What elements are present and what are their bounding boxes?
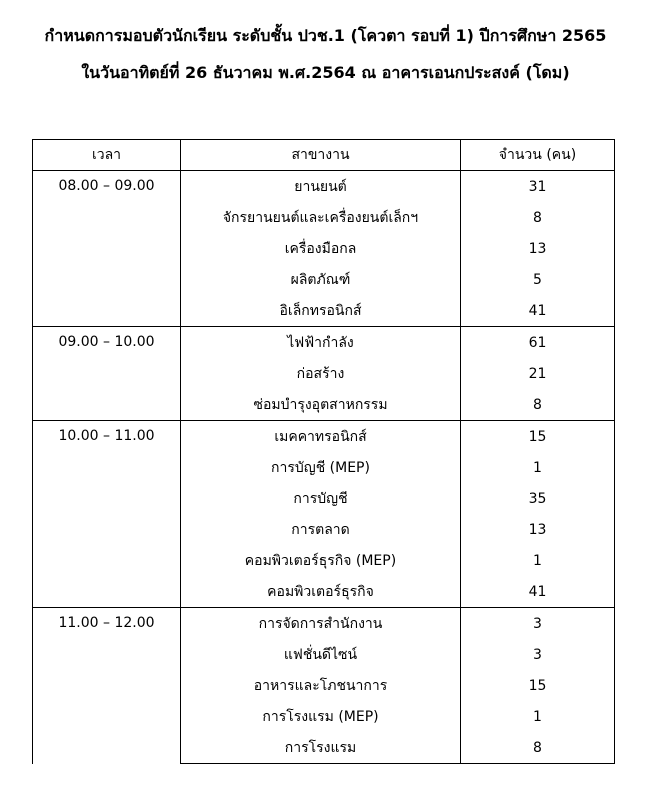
count-cell: 5 <box>461 264 615 295</box>
time-slot-cell: 08.00 – 09.00 <box>33 171 181 327</box>
document-title-line1: กำหนดการมอบตัวนักเรียน ระดับชั้น ปวช.1 (โควตา รอบที่ 1) ปีการศึกษา 2565 <box>44 26 607 45</box>
time-slot-cell: 09.00 – 10.00 <box>33 327 181 421</box>
count-cell: 15 <box>461 421 615 453</box>
department-cell: อาหารและโภชนาการ <box>181 670 461 701</box>
department-cell: เครื่องมือกล <box>181 233 461 264</box>
department-cell: ไฟฟ้ากำลัง <box>181 327 461 359</box>
count-cell: 15 <box>461 670 615 701</box>
department-cell: คอมพิวเตอร์ธุรกิจ (MEP) <box>181 545 461 576</box>
count-cell: 61 <box>461 327 615 359</box>
count-cell: 13 <box>461 514 615 545</box>
department-cell: การโรงแรม <box>181 732 461 764</box>
department-cell: ซ่อมบำรุงอุตสาหกรรม <box>181 389 461 421</box>
department-cell: อิเล็กทรอนิกส์ <box>181 295 461 327</box>
count-cell: 8 <box>461 389 615 421</box>
schedule-table <box>32 139 615 764</box>
header-department: สาขางาน <box>181 140 461 171</box>
department-cell: การโรงแรม (MEP) <box>181 701 461 732</box>
count-cell: 35 <box>461 483 615 514</box>
table-header-row <box>33 140 615 171</box>
count-cell: 8 <box>461 732 615 764</box>
count-cell: 13 <box>461 233 615 264</box>
department-cell: ยานยนต์ <box>181 171 461 203</box>
count-cell: 8 <box>461 202 615 233</box>
count-cell: 3 <box>461 608 615 640</box>
count-cell: 41 <box>461 576 615 608</box>
count-cell: 1 <box>461 452 615 483</box>
count-cell: 1 <box>461 545 615 576</box>
count-cell: 41 <box>461 295 615 327</box>
department-cell: การจัดการสำนักงาน <box>181 608 461 640</box>
count-cell: 3 <box>461 639 615 670</box>
count-cell: 1 <box>461 701 615 732</box>
department-cell: การบัญชี <box>181 483 461 514</box>
department-cell: จักรยานยนต์และเครื่องยนต์เล็กฯ <box>181 202 461 233</box>
header-count: จำนวน (คน) <box>461 140 615 171</box>
department-cell: ผลิตภัณฑ์ <box>181 264 461 295</box>
time-slot-cell: 11.00 – 12.00 <box>33 608 181 764</box>
department-cell: แฟชั่นดีไซน์ <box>181 639 461 670</box>
count-cell: 21 <box>461 358 615 389</box>
department-cell: คอมพิวเตอร์ธุรกิจ <box>181 576 461 608</box>
table-row <box>33 608 615 640</box>
table-row <box>33 327 615 359</box>
department-cell: การตลาด <box>181 514 461 545</box>
department-cell: ก่อสร้าง <box>181 358 461 389</box>
table-row <box>33 171 615 203</box>
document-title-line2: ในวันอาทิตย์ที่ 26 ธันวาคม พ.ศ.2564 ณ อาคารเอนกประสงค์ (โดม) <box>81 63 570 82</box>
department-cell: เมคคาทรอนิกส์ <box>181 421 461 453</box>
header-time: เวลา <box>33 140 181 171</box>
count-cell: 31 <box>461 171 615 203</box>
department-cell: การบัญชี (MEP) <box>181 452 461 483</box>
time-slot-cell: 10.00 – 11.00 <box>33 421 181 608</box>
table-row <box>33 421 615 453</box>
